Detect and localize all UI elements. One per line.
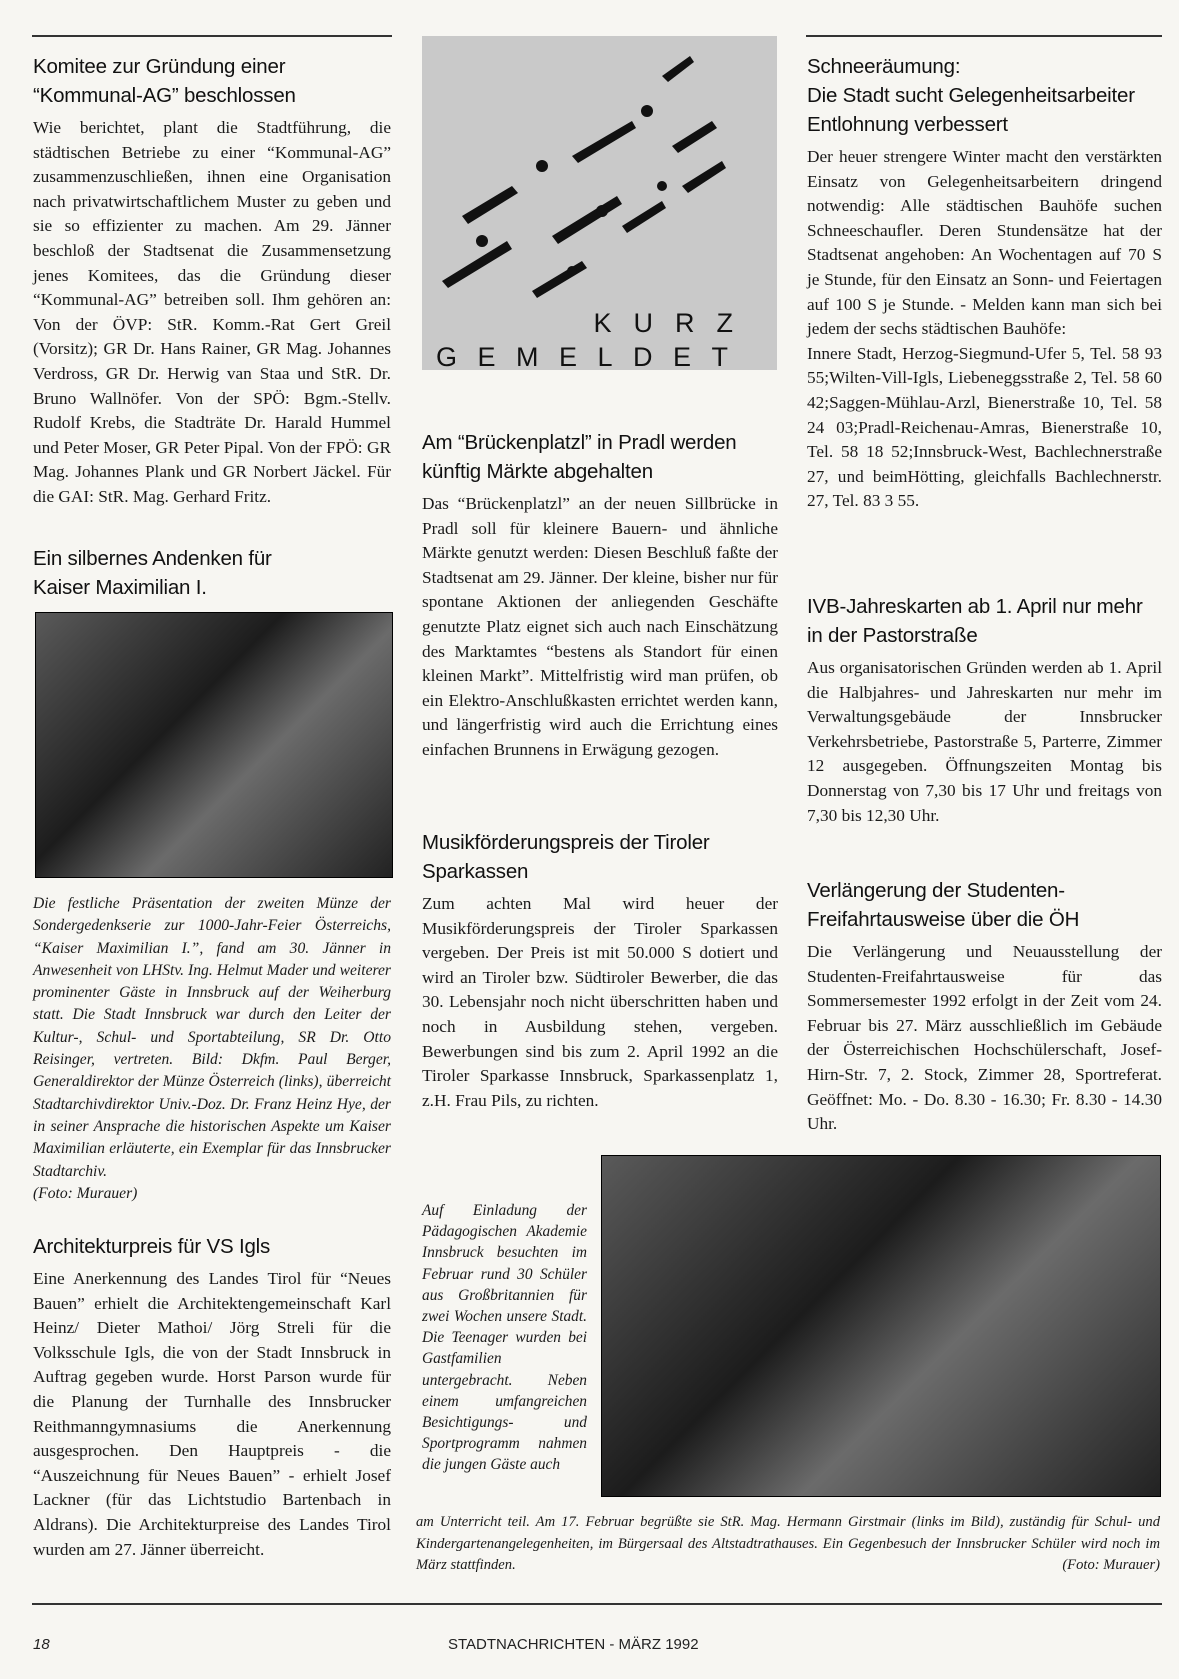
logo-text-gemeldet: GEMELDET: [436, 342, 749, 372]
headline-line: Die Stadt sucht Gelegenheitsarbeiter: [807, 84, 1135, 107]
article-body: Das “Brückenplatzl” an der neuen Sillbrücke in Pradl soll für kleinere Bauern- und ähnliche Märkte genutzt werden: Diesen Beschluß faßte der Stadtsenat am 29. Jänner. Der kleine, bisher nur für spontane Aktionen der anliegenden Geschäfte genutzte Platz eignet sich auch nach Einschätzung des Marktamtes “bestens als Standort für einen kleinen Markt”. Mittelfristig wird man prüfen, ob ein Elektro-Anschlußkasten errichtet werden kann, und längerfristig wird auch die Errichtung eines einfachen Brunnens in Erwägung gezogen.: [422, 494, 778, 759]
kurz-gemeldet-logo: [422, 36, 777, 370]
footer-rule: [32, 1603, 1162, 1605]
photo-coin-presentation: [35, 612, 393, 878]
article-andenken-heading: [33, 544, 391, 608]
brush-strokes-graphic: [422, 36, 777, 306]
headline: [807, 52, 1162, 139]
article-body: Wie berichtet, plant die Stadtführung, die städtischen Betriebe zu einer “Kommunal-AG” zusammenzuschließen, ihnen eine Organisation nach privatwirtschaftlichem Muster zu geben und sie so effizienter zu machen. Am 29. Jänner beschloß der Stadtsenat die Zusammensetzung jenes Komitees, das die Gründung dieser “Kommunal-AG” betreiben soll. Ihm gehören an: Von der ÖVP: StR. Komm.-Rat Gert Greil (Vorsitz); GR Dr. Hans Rainer, GR Mag. Johannes Verdross, GR Dr. Herwig van Staa und StR. Dr. Bruno Wallnöfer. Von der SPÖ: Bgm.-Stellv. Rudolf Krebs, die Stadträte Dr. Harald Hummel und Peter Moser, GR Peter Pipal. Von der FPÖ: GR Mag. Johannes Plank und GR Norbert Jäckel. Für die GAI: StR. Mag. Gerhard Fritz.: [33, 118, 391, 506]
headline-line: Schneeräumung:: [807, 55, 961, 78]
photo-credit: (Foto: Murauer): [1062, 1557, 1160, 1573]
article-schnee: [807, 52, 1162, 514]
top-rule-left: [32, 35, 392, 37]
headline: Komitee zur Gründung einer “Kommunal-AG” beschlossen: [33, 55, 296, 107]
headline: Verlängerung der Studenten-Freifahrtausweise über die ÖH: [807, 879, 1080, 931]
article-body: Die Verlängerung und Neuausstellung der Studenten-Freifahrtausweise für das Sommersemester 1992 erfolgt in der Zeit vom 24. Februar bis 27. März ausschließlich im Gebäude der Österreichischen Hochschülerschaft, Josef-Hirn-Str. 7, 2. Stock, Zimmer 28, Sportreferat. Geöffnet: Mo. - Do. 8.30 - 16.30; Fr. 8.30 - 14.30 Uhr.: [807, 942, 1162, 1134]
headline: Architekturpreis für VS Igls: [33, 1235, 271, 1258]
article-ivb: [807, 592, 1162, 828]
photo-credit: (Foto: Murauer): [33, 1184, 138, 1202]
logo-text-kurz: KURZ: [593, 308, 755, 338]
article-pradl: [422, 428, 778, 763]
article-kommunal: [33, 52, 391, 510]
article-body: Zum achten Mal wird heuer der Musikförderungspreis der Tiroler Sparkassen vergeben. Der Preis ist mit 50.000 S dotiert und wird an Tiroler bzw. Südtiroler Bewerber, die das 30. Lebensjahr noch nicht überschritten haben und noch in Ausbildung stehen, vergeben. Bewerbungen sind bis zum 2. April 1992 an die Tiroler Sparkasse Innsbruck, Sparkassenplatz 1, z.H. Frau Pils, zu richten.: [422, 894, 778, 1110]
headline: Ein silbernes Andenken für Kaiser Maximilian I.: [33, 547, 272, 599]
photo-caption-schueler-side: [422, 1200, 587, 1476]
article-body: Eine Anerkennung des Landes Tirol für “Neues Bauen” erhielt die Architektengemeinschaft Karl Heinz/ Dieter Mathoi/ Jörg Streli für die Volksschule Igls, die von der Stadt Innsbruck in Auftrag gegeben wurde. Horst Parson wurde für die Planung der Turnhalle des Innsbrucker Reithmanngymnasiums die Anerkennung ausgesprochen. Den Hauptpreis - die “Auszeichnung für Neues Bauen” - erhielt Josef Lackner (für das Lichtstudio Bartenbach in Aldrans). Die Architekturpreise des Landes Tirol wurden am 27. Jänner überreicht.: [33, 1269, 391, 1559]
article-architektur: [33, 1232, 391, 1562]
article-musik: [422, 828, 778, 1113]
page-number: 18: [33, 1636, 50, 1653]
headline: Musikförderungspreis der Tiroler Sparkassen: [422, 831, 710, 883]
article-body: Aus organisatorischen Gründen werden ab 1. April die Halbjahres- und Jahreskarten nur mehr im Verwaltungsgebäude der Innsbrucker Verkehrsbetriebe, Pastorstraße 5, Parterre, Zimmer 12 ausgegeben. Öffnungszeiten Montag bis Donnerstag von 7,30 bis 17 Uhr und freitags von 7,30 bis 12,30 Uhr.: [807, 658, 1162, 825]
caption-text: Auf Einladung der Pädagogischen Akademie Innsbruck besuchten im Februar rund 30 Schüler aus Großbritannien für zwei Wochen unsere Stadt. Die Teenager wurden bei Gastfamilien untergebracht. Neben einem umfangreichen Besichtigungs- und Sportprogramm nahmen die jungen Gäste auch: [422, 1202, 587, 1474]
publication-name: STADTNACHRICHTEN - MÄRZ 1992: [448, 1636, 699, 1653]
caption-text: am Unterricht teil. Am 17. Februar begrüßte sie StR. Mag. Hermann Girstmair (links im Bild), zuständig für Schul- und Kindergartenangelegenheiten, im Bürgersaal des Altstadtrathauses. Ein Gegenbesuch der Innsbrucker Schüler wird noch im März stattfinden.: [416, 1514, 1160, 1573]
headline: IVB-Jahreskarten ab 1. April nur mehr in der Pastorstraße: [807, 595, 1143, 647]
article-body: Der heuer strengere Winter macht den verstärkten Einsatz von Gelegenheitsarbeitern dringend notwendig: Alle städtischen Bauhöfe suchen Schneeschaufler. Deren Stundensätze hat der Stadtsenat angehoben: An Wochentagen auf 70 S je Stunde, für den Einsatz an Sonn- und Feiertagen auf 100 S je Stunde. - Melden kann man sich bei jedem der sechs städtischen Bauhöfe:: [807, 147, 1162, 339]
article-body-addresses: Innere Stadt, Herzog-Siegmund-Ufer 5, Tel. 58 93 55;Wilten-Vill-Igls, Liebeneggsstraße 2, Tel. 58 60 42;Saggen-Mühlau-Arzl, Bienerstraße 10, Tel. 58 24 03;Pradl-Reichenau-Amras, Bienerstraße 10, Tel. 58 18 52;Innsbruck-West, Bachlechnerstraße 27, und beimHötting, gleichfalls Bachlechnerstr. 27, Tel. 83 3 55.: [807, 343, 1162, 511]
headline-line: Entlohnung verbessert: [807, 113, 1008, 136]
top-rule-right: [806, 35, 1162, 37]
photo-caption-schueler-bottom: [416, 1512, 1160, 1577]
photo-british-students: [601, 1155, 1161, 1497]
article-studenten: [807, 876, 1162, 1137]
caption-text: Die festliche Präsentation der zweiten Münze der Sondergedenkserie zur 1000-Jahr-Feier Österreichs, “Kaiser Maximilian I.”, fand am 30. Jänner in Anwesenheit von LHStv. Ing. Helmut Mader und weiterer prominenter Gäste in Innsbruck auf der Weiherburg statt. Die Stadt Innsbruck war durch den Leiter der Kultur-, Schul- und Sportabteilung, SR Dr. Otto Reisinger, vertreten. Bild: Dkfm. Paul Berger, Generaldirektor der Münze Österreich (links), überreicht Stadtarchivdirektor Univ.-Doz. Dr. Franz Heinz Hye, der in seiner Ansprache die historischen Aspekte um Kaiser Maximilian erläuterte, ein Exemplar für das Innsbrucker Stadtarchiv.: [33, 895, 391, 1180]
headline: Am “Brückenplatzl” in Pradl werden künftig Märkte abgehalten: [422, 431, 737, 483]
photo-caption-andenken: [33, 893, 391, 1205]
